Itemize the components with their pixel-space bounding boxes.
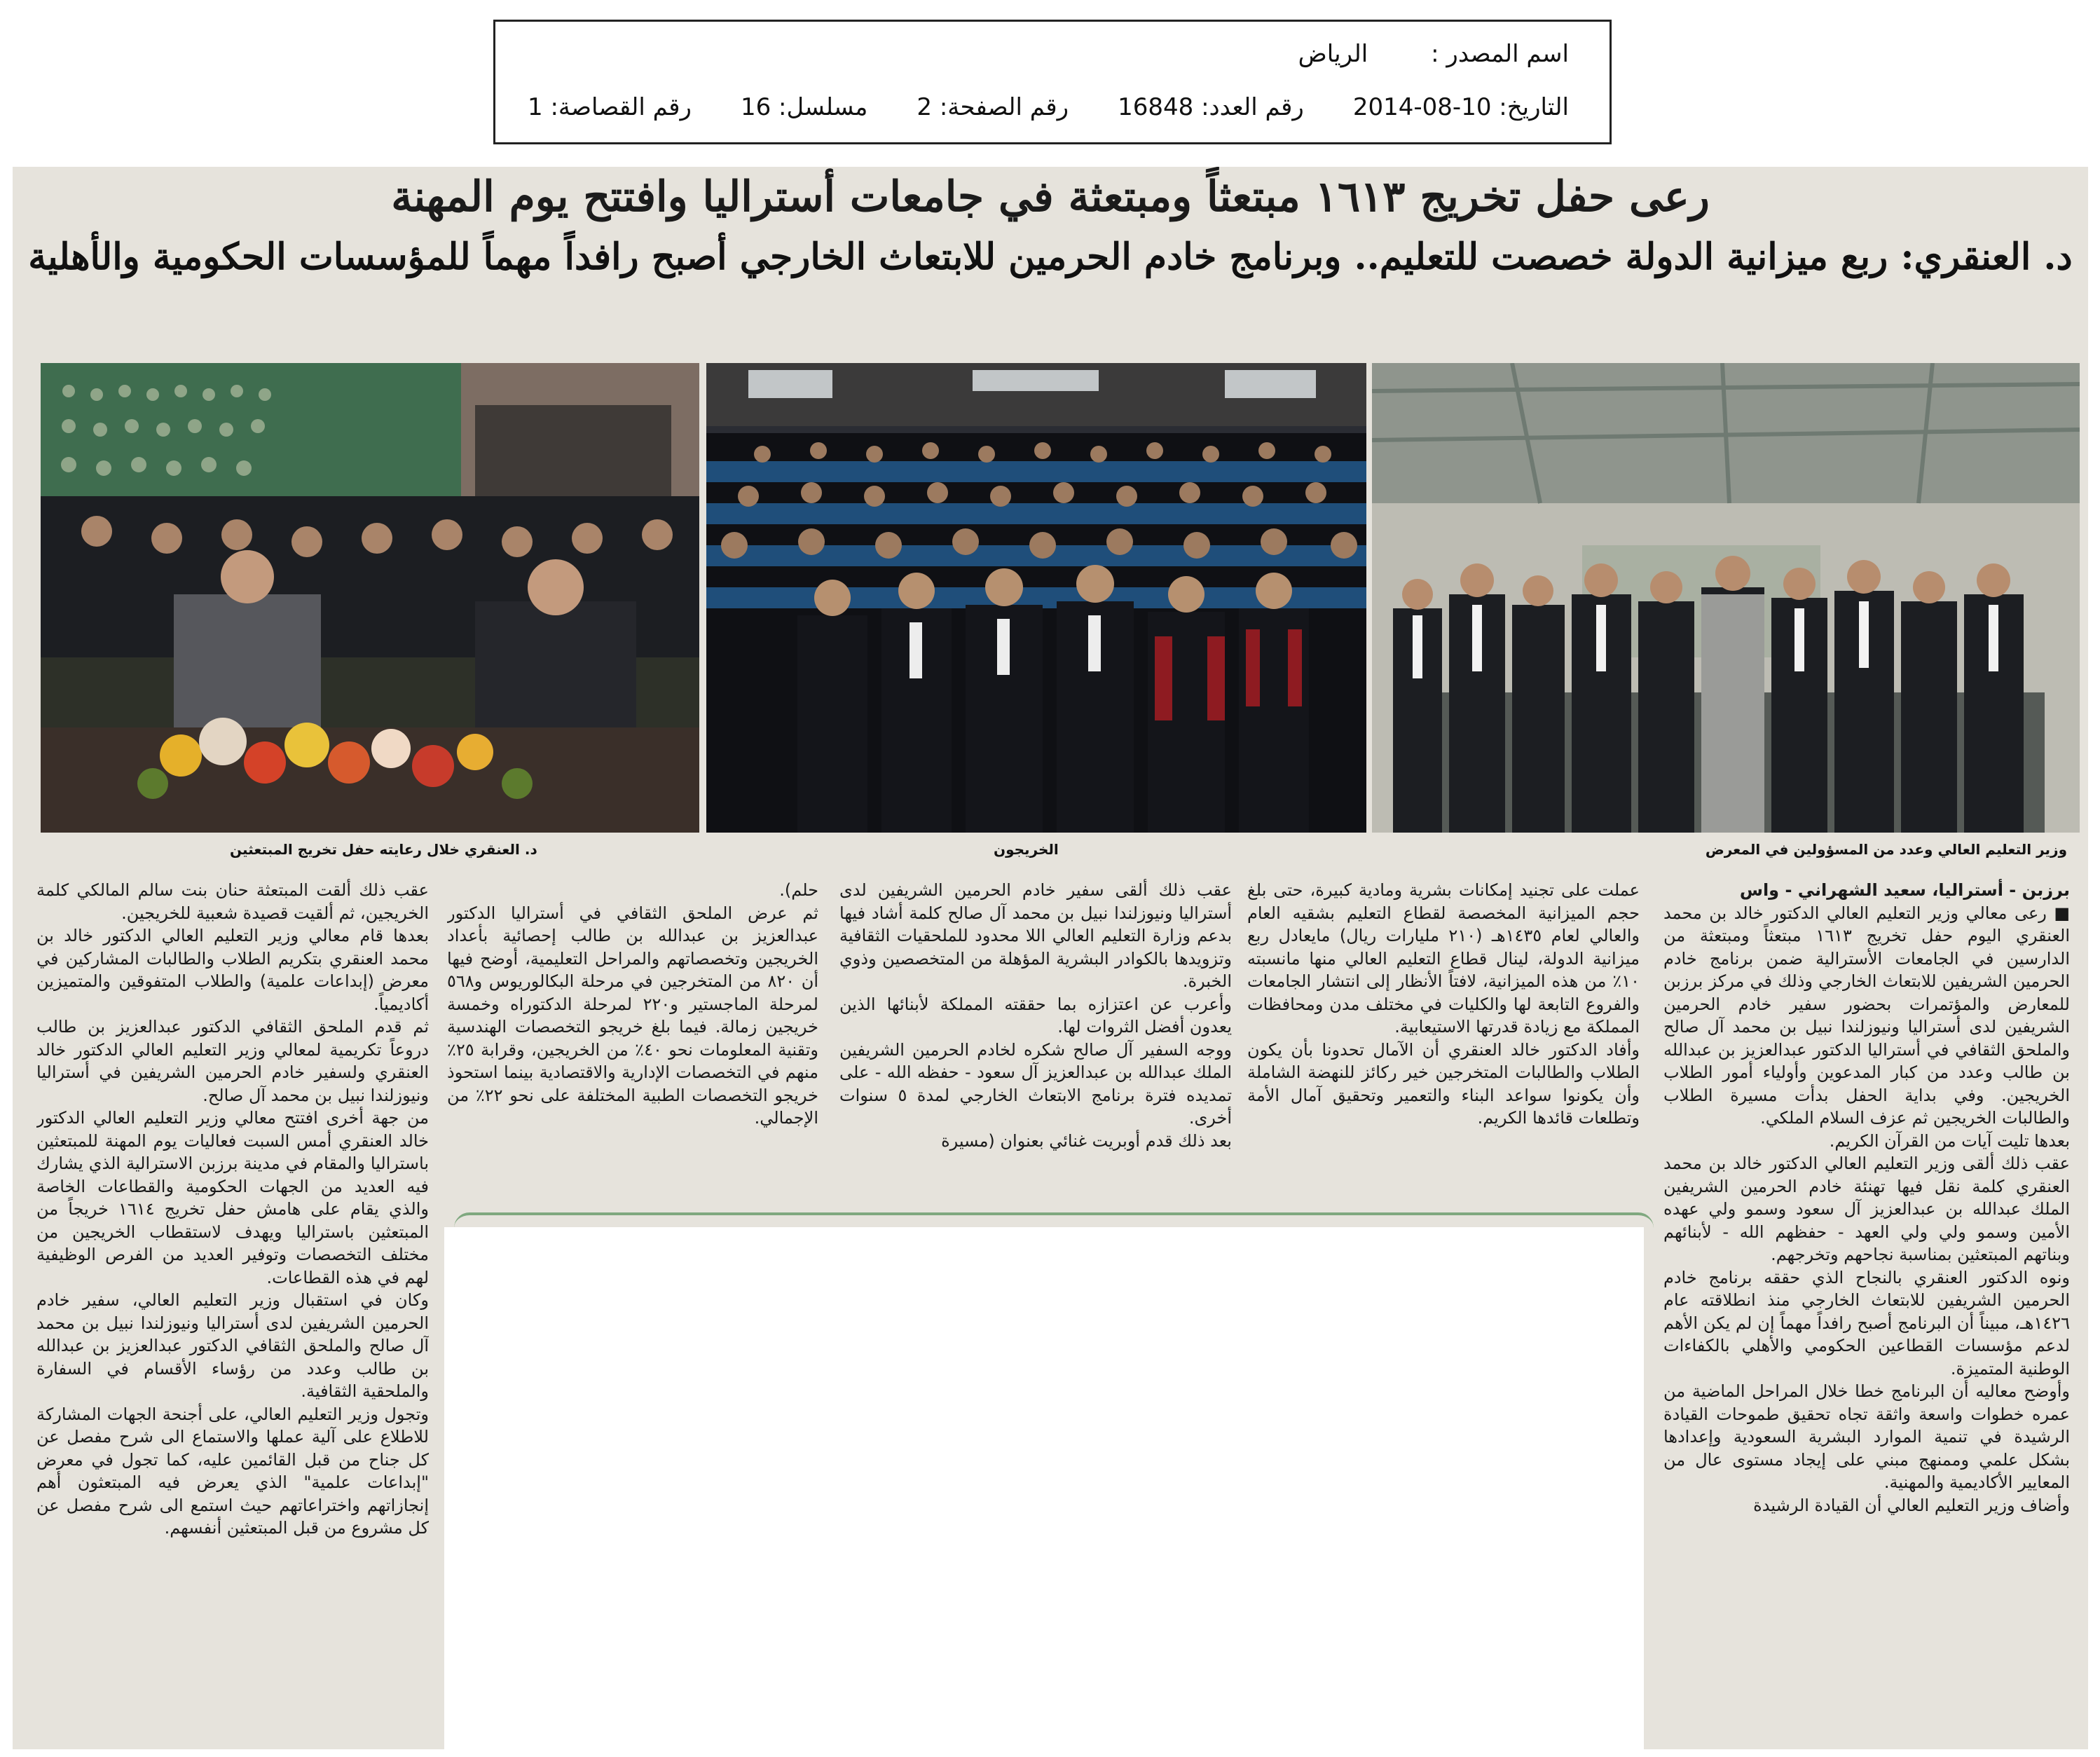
- article-column-3: [839, 879, 1232, 1215]
- article-headline: د. العنقري: ربع ميزانية الدولة خصصت للتعليم.. وبرنامج خادم الحرمين للابتعاث الخارجي أصبح رافداً مهماً للمؤسسات الحكومية والأهلية: [28, 235, 2073, 278]
- paragraph: ثم عرض الملحق الثقافي في أستراليا الدكتور عبدالعزيز بن عبدالله بن طالب إحصائية بأعداد الخريجين وتخصصاتهم والمراحل التعليمية، أوضح فيها أن ٨٢٠ من المتخرجين في مرحلة البكالوريوس و٥٦٨ لمرحلة الماجستير و٢٢٠ لمرحلة الدكتوراه وخمسة خريجين زمالة. فيما بلغ خريجو التخصصات الهندسية وتقنية المعلومات نحو ٤٠٪ من الخريجين، وقرابة ٢٥٪ منهم في التخصصات الإدارية والاقتصادية بينما استحوذ خريجو التخصصات الطبية المختلفة على نحو ٢٢٪ من الإجمالي.: [447, 903, 818, 1128]
- paragraph: عقب ذلك ألقت المبتعثة حنان بنت سالم المالكي كلمة الخريجين، ثم ألقيت قصيدة شعبية للخريجين.: [36, 880, 429, 923]
- photo-ceremony: [41, 363, 699, 833]
- clipping-metadata-box: [493, 20, 1612, 144]
- details-row: [528, 93, 1569, 121]
- paragraph: وكان في استقبال وزير التعليم العالي، سفير خادم الحرمين الشريفين لدى أستراليا ونيوزلندا نبيل بن محمد آل صالح والملحق الثقافي الدكتور عبدالعزيز بن عبدالله بن طالب وعدد من رؤساء الأقسام في السفارة والملحقية الثقافية.: [36, 1290, 429, 1401]
- paragraph: عملت على تجنيد إمكانات بشرية ومادية كبيرة، حتى بلغ حجم الميزانية المخصصة لقطاع التعليم بشقيه العام والعالي لعام ١٤٣٥هـ (٢١٠ مليارات ريال) مايعادل ربع ميزانية الدولة، لينال قطاع التعليم العالي منها مانسبته ١٠٪ من هذه الميزانية، لافتاً الأنظار إلى انتشار الجامعات والفروع التابعة لها والكليات في مختلف مدن ومحافظات المملكة مع زيادة قدرتها الاستيعابية.: [1247, 880, 1640, 1037]
- photo-graduates: [706, 363, 1366, 833]
- source-row: [1298, 40, 1569, 68]
- paragraph: وتجول وزير التعليم العالي، على أجنحة الجهات المشاركة للاطلاع على آلية عملها والاستماع الى شرح مفصل عن كل جناح من قبل القائمين عليه، كما تجول في معرض "إبداعات علمية" الذي يعرض فيه المبتعثون أهم إنجازاتهم واختراعاتهم حيث استمع الى شرح مفصل عن كل مشروع من قبل المبتعثين أنفسهم.: [36, 1404, 429, 1538]
- paragraph: ■ رعى معالي وزير التعليم العالي الدكتور خالد بن محمد العنقري اليوم حفل تخريج ١٦١٣ مبتعثاً ومبتعثة من الدارسين في الجامعات الأسترالية ضمن برنامج خادم الحرمين الشريفين للابتعاث الخارجي وذلك في مركز برزبن للمعارض والمؤتمرات بحضور سفير خادم الحرمين الشريفين لدى أستراليا ونيوزلندا نبيل بن محمد آل صالح والملحق الثقافي في أستراليا الدكتور عبدالعزيز بن عبدالله بن طالب وعدد من كبار المدعوين وأولياء أمور الطلاب الخريجين. وفي بداية الحفل بدأت مسيرة الطلاب والطالبات الخريجين ثم عزف السلام الملكي.: [1663, 903, 2070, 1128]
- article-column-5: [36, 879, 429, 1748]
- serial-field: مسلسل: 16: [740, 93, 868, 121]
- paragraph: بعدها قام معالي وزير التعليم العالي الدكتور خالد بن محمد العنقري بتكريم الطلاب والطالبات المشاركين في معرض (إبداعات علمية) والطلاب المتفوقين والمتميزين أكاديمياً.: [36, 926, 429, 1014]
- caption-exhibition: وزير التعليم العالي وعدد من المسؤولين في المعرض: [1705, 841, 2067, 858]
- paragraph: من جهة أخرى افتتح معالي وزير التعليم العالي الدكتور خالد العنقري أمس السبت فعاليات يوم المهنة للمبتعثين باستراليا والمقام في مدينة برزبن الاسترالية الذي يشارك فيه العديد من الجهات الحكومية والقطاعات الخاصة والذي يقام على هامش حفل تخريج ١٦١٤ خريجاً من المبتعثين باستراليا ويهدف لاستقطاب الخريجين من مختلف التخصصات وتوفير العديد من الفرص الوظيفية لهم في هذه القطاعات.: [36, 1108, 429, 1287]
- blank-cutout-area: [444, 1227, 1644, 1749]
- paragraph: عقب ذلك ألقى سفير خادم الحرمين الشريفين لدى أستراليا ونيوزلندا نبيل بن محمد آل صالح كلمة أشاد فيها بدعم وزارة التعليم العالي اللا محدود للملحقيات الثقافية وتزويدها بالكوادر البشرية المؤهلة من المتخصصين وذوي الخبرة.: [839, 880, 1232, 991]
- paragraph: بعدها تليت آيات من القرآن الكريم.: [1829, 1130, 2070, 1151]
- paragraph: حلم).: [779, 880, 818, 900]
- paragraph: وأعرب عن اعتزازه بما حققته المملكة لأبنائها الذين يعدون أفضل الثروات لها.: [839, 994, 1232, 1037]
- paragraph: وأضاف وزير التعليم العالي أن القيادة الرشيدة: [1753, 1495, 2070, 1515]
- paragraph: ثم قدم الملحق الثقافي الدكتور عبدالعزيز بن طالب دروعاً تكريمية لمعالي وزير التعليم العالي الدكتور خالد العنقري ولسفير خادم الحرمين الشريفين في أستراليا ونيوزلندا نبيل بن محمد آل صالح.: [36, 1017, 429, 1105]
- paragraph: بعد ذلك قدم أوبريت غنائي بعنوان (مسيرة: [941, 1130, 1232, 1151]
- article-kicker: رعى حفل تخريج ١٦١٣ مبتعثاً ومبتعثة في جامعات أستراليا وافتتح يوم المهنة: [391, 172, 1710, 221]
- article-column-1: [1663, 879, 2070, 1748]
- source-value: الرياض: [1298, 40, 1368, 68]
- paragraph: وأفاد الدكتور خالد العنقري أن الآمال تحدونا بأن يكون الطلاب والطالبات المتخرجين خير ركائز للنهضة الشاملة وأن يكونوا سواعد البناء والتعمير وتحقيق آمال الأمة وتطلعات قائدها الكريم.: [1247, 1039, 1640, 1128]
- date-field: التاريخ: 10-08-2014: [1352, 93, 1569, 121]
- caption-graduates: الخريجون: [994, 841, 1059, 858]
- article-column-4: [447, 879, 818, 1215]
- source-label: اسم المصدر :: [1431, 40, 1569, 68]
- clip-number-field: رقم القصاصة: 1: [528, 93, 692, 121]
- paragraph: ووجه السفير آل صالح شكره لخادم الحرمين الشريفين الملك عبدالله بن عبدالعزيز آل سعود - حفظه الله - على تمديده فترة برنامج الابتعاث الخارجي لمدة ٥ سنوات أخرى.: [839, 1039, 1232, 1128]
- article-column-2: [1247, 879, 1640, 1215]
- paragraph: ونوه الدكتور العنقري بالنجاح الذي حققه برنامج خادم الحرمين الشريفين للابتعاث الخارجي منذ انطلاقته عام ١٤٢٦هـ، مبيناً أن البرنامج أصبح رافداً مهماً إن لم يكن الأهم لدعم مؤسسات القطاعين الحكومي والأهلي بالكفاءات الوطنية المتميزة.: [1663, 1267, 2070, 1379]
- newspaper-clipping: [13, 167, 2088, 1749]
- caption-ceremony: د. العنقري خلال رعايته حفل تخريج المبتعثين: [230, 841, 537, 858]
- page-number-field: رقم الصفحة: 2: [917, 93, 1069, 121]
- article-dateline: برزبن - أستراليا، سعيد الشهراني - واس: [1739, 880, 2070, 900]
- paragraph: عقب ذلك ألقى وزير التعليم العالي الدكتور خالد بن محمد العنقري كلمة نقل فيها تهنئة خادم الحرمين الشريفين الملك عبدالله بن عبدالعزيز آل سعود وسمو ولي عهده الأمين وسمو ولي ولي العهد - حفظهم الله - لأبنائهم وبناتهم المبتعثين بمناسبة نجاحهم وتخرجهم.: [1663, 1154, 2070, 1264]
- paragraph: وأوضح معاليه أن البرنامج خطا خلال المراحل الماضية من عمره خطوات واسعة واثقة تجاه تحقيق طموحات القيادة الرشيدة في تنمية الموارد البشرية السعودية وإعدادها بشكل علمي وممنهج مبني على إيجاد مستوى عال من المعايير الأكاديمية والمهنية.: [1663, 1381, 2070, 1492]
- photo-exhibition: [1372, 363, 2080, 833]
- issue-field: رقم العدد: 16848: [1118, 93, 1304, 121]
